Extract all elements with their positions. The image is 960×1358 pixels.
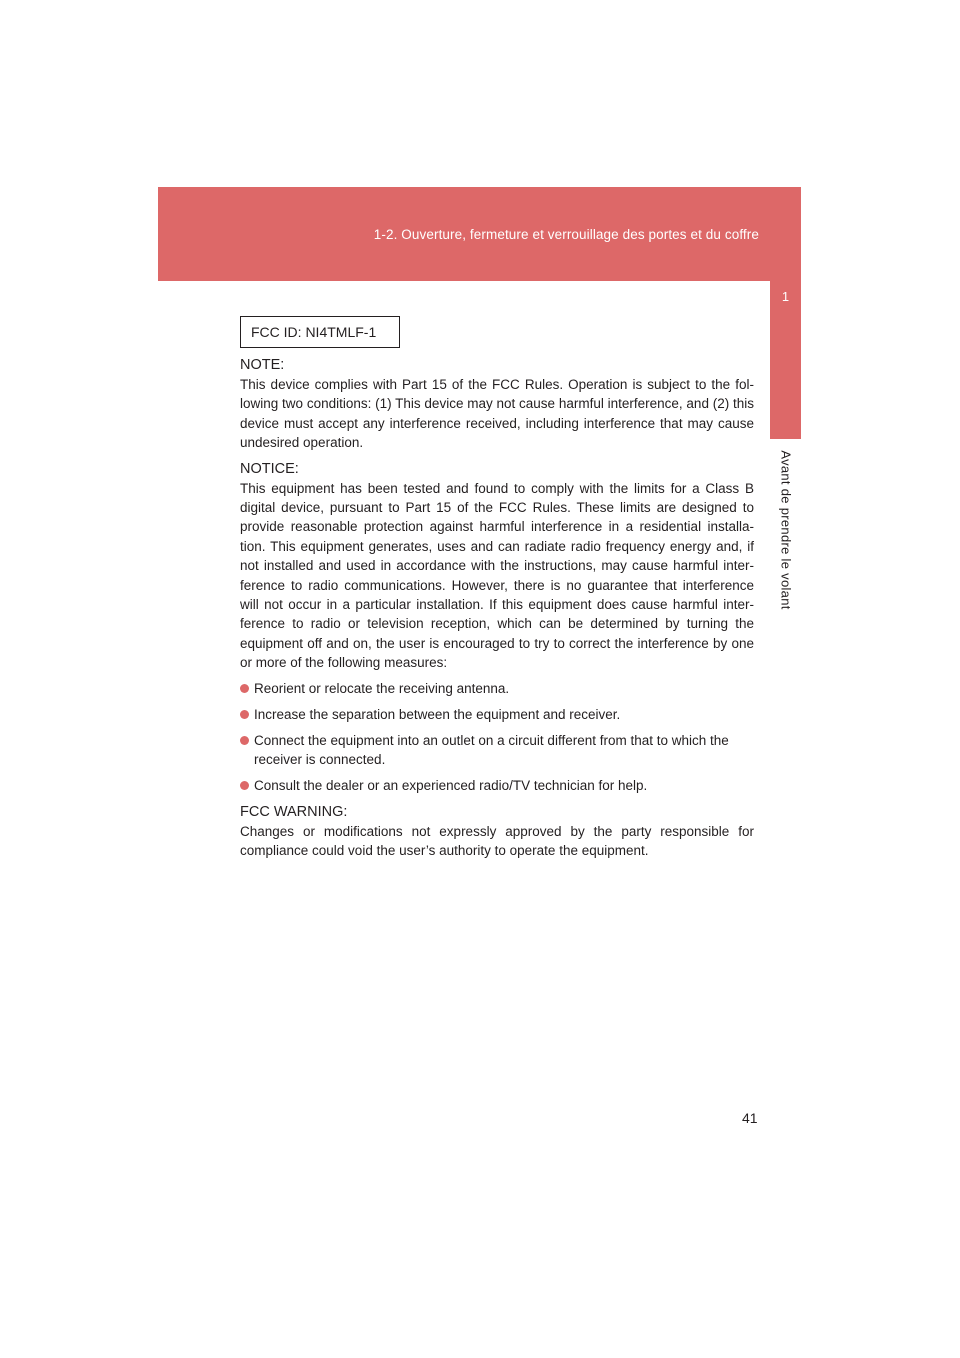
list-item: [240, 776, 754, 795]
warning-heading: FCC WARNING:: [240, 803, 348, 820]
bullet-icon: [240, 736, 249, 745]
note-text: This device complies with Part 15 of the FCC Rules. Operation is subject to the fol-lowing two conditions: (1) This device may not cause harmful interference, and (2) this device must accept any interference received, including interference that may cause undesired operation.: [240, 377, 754, 451]
list-item: [240, 705, 754, 724]
chapter-label: Avant de prendre le volant: [778, 450, 794, 610]
measures-list: [240, 679, 754, 796]
notice-section: [240, 459, 754, 673]
bullet-icon: [240, 781, 249, 790]
list-item-text: Consult the dealer or an experienced radio/TV technician for help.: [254, 777, 648, 793]
page-number: 41: [742, 1110, 758, 1126]
list-item-text: Connect the equipment into an outlet on a circuit different from that to which the receiver is connected.: [254, 732, 729, 767]
notice-heading: NOTICE:: [240, 460, 299, 477]
warning-section: [240, 802, 754, 861]
section-title: 1-2. Ouverture, fermeture et verrouillage des portes et du coffre: [373, 227, 759, 242]
chapter-number: 1: [781, 289, 790, 304]
warning-text: Changes or modifications not expressly approved by the party responsible for compliance could void the user’s authority to operate the equipment.: [240, 823, 754, 859]
header-band: [158, 187, 801, 281]
list-item: [240, 731, 754, 770]
list-item: [240, 679, 754, 698]
note-heading: NOTE:: [240, 357, 285, 373]
chapter-tab: [770, 187, 801, 439]
page-content: [240, 355, 754, 867]
note-section: [240, 355, 754, 453]
notice-text: This equipment has been tested and found to comply with the limits for a Class B digital device, pursuant to Part 15 of the FCC Rules. These limits are designed to provide reasonable protection against harmful interference in a residential installa-tion. This equipment generates, uses and can radiate radio frequency energy and, if not installed and used in accordance with the instructions, may cause harmful inter-ference to radio communications. However, there is no guarantee that interference will not occur in a particular installation. If this equipment does cause harmful inter-ference to radio or television reception, which can be determined by turning the equipment off and on, the user is encouraged to try to correct the interference by one or more of the following measures:: [240, 480, 754, 671]
list-item-text: Reorient or relocate the receiving antenna.: [254, 680, 510, 696]
bullet-icon: [240, 684, 249, 693]
bullet-icon: [240, 710, 249, 719]
list-item-text: Increase the separation between the equipment and receiver.: [254, 706, 621, 722]
fcc-id-box: FCC ID: NI4TMLF-1: [240, 316, 400, 348]
